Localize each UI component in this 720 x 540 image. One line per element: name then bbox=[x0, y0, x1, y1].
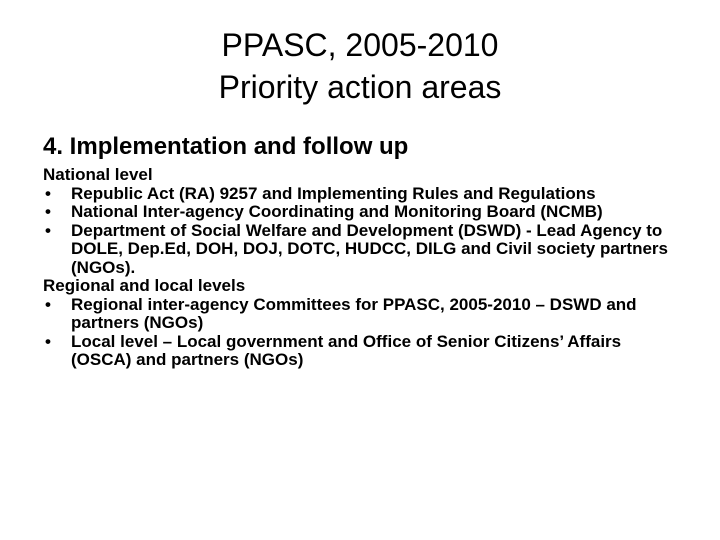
list-item bbox=[43, 296, 683, 333]
bullet-icon: • bbox=[45, 220, 51, 240]
list-item-text: Department of Social Welfare and Development (DSWD) - Lead Agency to DOLE, Dep.Ed, DOH, DOJ, DOTC, HUDCC, DILG and Civil society partners (NGOs). bbox=[71, 220, 668, 277]
title-line-1: PPASC, 2005-2010 bbox=[221, 27, 499, 63]
bullet-icon: • bbox=[45, 331, 51, 351]
bullet-icon: • bbox=[45, 202, 51, 221]
slide-body bbox=[43, 166, 683, 370]
national-level-list bbox=[43, 185, 683, 278]
list-item bbox=[43, 222, 683, 278]
list-item bbox=[43, 185, 683, 204]
regional-level-label: Regional and local levels bbox=[43, 276, 246, 295]
title-line-2: Priority action areas bbox=[218, 69, 502, 105]
list-item-text: Local level – Local government and Office of Senior Citizens’ Affairs (OSCA) and partners (NGOs) bbox=[71, 331, 622, 369]
bullet-icon: • bbox=[45, 183, 51, 203]
list-item-text: Regional inter-agency Committees for PPASC, 2005-2010 – DSWD and partners (NGOs) bbox=[71, 294, 637, 332]
list-item-text: National Inter-agency Coordinating and Monitoring Board (NCMB) bbox=[71, 202, 603, 221]
list-item-text: Republic Act (RA) 9257 and Implementing Rules and Regulations bbox=[71, 183, 596, 203]
list-item bbox=[43, 203, 683, 222]
national-level-label: National level bbox=[43, 165, 153, 184]
list-item bbox=[43, 333, 683, 370]
bullet-icon: • bbox=[45, 294, 51, 314]
regional-level-list bbox=[43, 296, 683, 370]
section-heading: 4. Implementation and follow up bbox=[43, 133, 409, 160]
slide-title bbox=[0, 24, 720, 108]
